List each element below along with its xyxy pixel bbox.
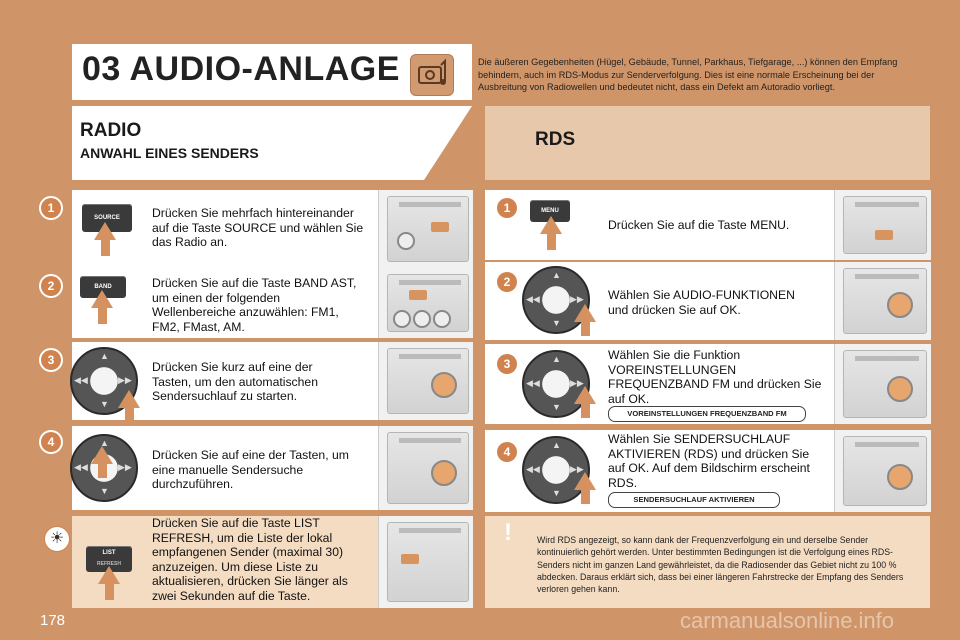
step-text: Drücken Sie mehrfach hintereinander auf die Taste SOURCE und wählen Sie das Radio an. [152, 206, 364, 250]
rds-heading: RDS [535, 129, 576, 150]
step-text: Wählen Sie SENDERSUCHLAUF AKTIVIEREN (RDS) und drücken Sie auf OK. Auf dem Bildschirm erscheint RDS. [608, 432, 810, 490]
step-text: Drücken Sie kurz auf eine der Tasten, um den automatischen Sendersuchlauf zu starten. [152, 360, 318, 404]
press-arrow-stem [125, 406, 134, 422]
press-arrow-stem [98, 462, 107, 478]
press-arrow-icon [91, 290, 113, 308]
step-number: 4 [41, 432, 61, 452]
step-text: Wählen Sie AUDIO-FUNKTIONEN und drücken Sie auf OK. [608, 288, 795, 317]
radio-illustration [378, 190, 473, 268]
step-number: 2 [497, 272, 517, 292]
rds-warning-text: Wird RDS angezeigt, so kann dank der Frequenzverfolgung ein und derselbe Sender kontinuierlich gehört werden. Unter bestimmten Bedingungen ist die Verfolgung eines RDS-Senders nicht im ganzen Land gewährleistet, da die Radiosender das Gebiet nicht zu 100 % abdecken. Daraus erklärt sich, dass bei einer längeren Fahrstrecke der Empfang des Senders verloren gehen kann. [537, 535, 904, 595]
step-text: Drücken Sie auf eine der Tasten, um eine manuelle Sendersuche durchzuführen. [152, 448, 349, 492]
watermark: carmanualsonline.info [680, 608, 895, 633]
press-arrow-stem [105, 584, 114, 600]
step-text: Drücken Sie auf die Taste BAND AST, um einen der folgenden Wellenbereiche anzuwählen: FM1, FM2, FMast, AM. [152, 276, 357, 334]
audio-system-icon [410, 54, 454, 96]
radio-illustration [378, 516, 473, 608]
screen-label-badge: SENDERSUCHLAUF AKTIVIEREN [608, 492, 780, 508]
radio-illustration [378, 426, 473, 510]
press-arrow-stem [581, 320, 590, 336]
tip-text: Drücken Sie auf die Taste LIST REFRESH, um die Liste der lokal empfangenen Sender (maximal 30) anzuzeigen. Um diese Liste zu aktualisieren, drücken Sie länger als zwei Sekunden auf die Taste. [152, 516, 348, 603]
list-refresh-button-icon: LIST REFRESH [86, 546, 132, 572]
press-arrow-icon [540, 216, 562, 234]
control-wheel-icon: ▲ ▼ ◀◀ ▶▶ [70, 434, 138, 502]
step-number: 1 [41, 198, 61, 218]
radio-illustration [378, 342, 473, 420]
page-title: 03 AUDIO-ANLAGE [82, 50, 400, 88]
press-arrow-stem [547, 234, 556, 250]
radio-heading: RADIO [80, 120, 142, 141]
radio-illustration [834, 430, 931, 512]
warning-exclamation-icon: ! [504, 519, 512, 546]
press-arrow-icon [98, 566, 120, 584]
tip-lightbulb-icon: ☀ [44, 526, 70, 552]
press-arrow-stem [581, 488, 590, 504]
menu-button-icon: MENU [530, 200, 570, 222]
screen-label-badge: VOREINSTELLUNGEN FREQUENZBAND FM [608, 406, 806, 422]
radio-illustration [834, 262, 931, 340]
press-arrow-stem [101, 240, 110, 256]
press-arrow-stem [98, 308, 107, 324]
press-arrow-icon [94, 222, 116, 240]
press-arrow-stem [581, 402, 590, 418]
step-number: 4 [497, 442, 517, 462]
reception-note: Die äußeren Gegebenheiten (Hügel, Gebäude, Tunnel, Parkhaus, Tiefgarage, ...) können den Empfang behindern, auch im RDS-Modus zur Senderverfolgung. Dies ist eine normale Erscheinung bei der Ausbreitung von Radiowellen und bedeutet nicht, dass ein Defekt am Autoradio vorliegt. [478, 57, 898, 92]
control-wheel-icon: ▲ ▼ ◀◀ ▶▶ [522, 350, 590, 418]
step-number: 2 [41, 276, 61, 296]
step-number: 3 [41, 350, 61, 370]
control-wheel-icon: ▲ ▼ ◀◀ ▶▶ [522, 266, 590, 334]
step-number: 1 [497, 198, 517, 218]
step-number: 3 [497, 354, 517, 374]
page-number: 178 [40, 612, 66, 629]
step-text: Wählen Sie die Funktion VOREINSTELLUNGEN FREQUENZBAND FM und drücken Sie auf OK. [608, 348, 822, 406]
radio-illustration [834, 344, 931, 424]
radio-illustration [834, 190, 931, 260]
radio-illustration [378, 268, 473, 338]
control-wheel-icon: ▲ ▼ ◀◀ ▶▶ [522, 436, 590, 504]
station-select-heading: ANWAHL EINES SENDERS [80, 145, 259, 161]
band-button-icon: BAND [80, 276, 126, 298]
source-button-icon: SOURCE [82, 204, 132, 232]
step-text: Drücken Sie auf die Taste MENU. [608, 218, 790, 232]
radio-section-header [72, 106, 472, 180]
control-wheel-icon: ▲ ▼ ◀◀ ▶▶ [70, 347, 138, 415]
